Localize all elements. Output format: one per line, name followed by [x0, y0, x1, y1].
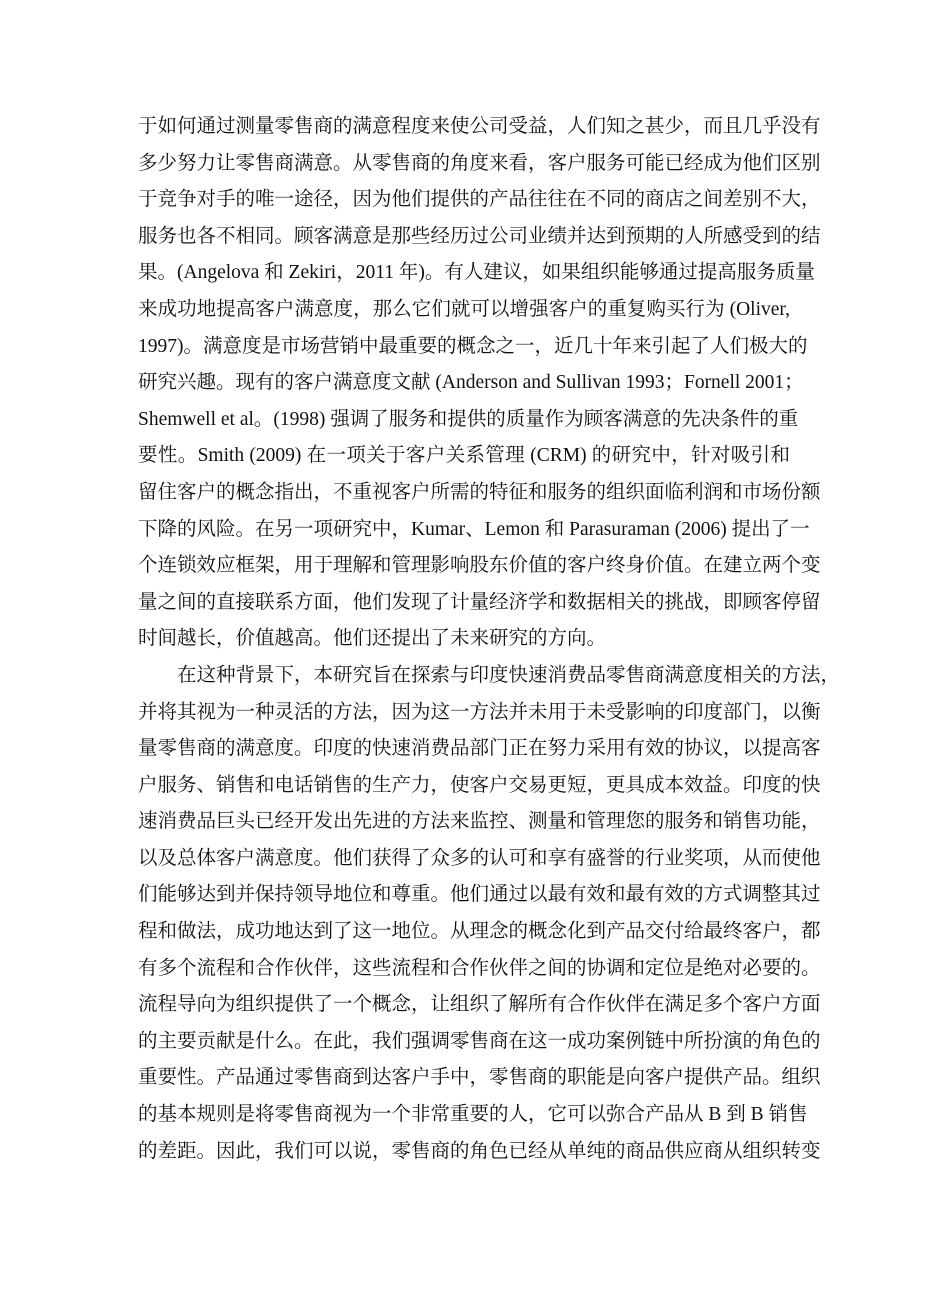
text-line: 1997)。满意度是市场营销中最重要的概念之一，近几十年来引起了人们极大的	[138, 335, 808, 357]
text-line: 留住客户的概念指出，不重视客户所需的特征和服务的组织面临利润和市场份额	[138, 481, 821, 503]
text-line: 于竞争对手的唯一途径，因为他们提供的产品往往在不同的商店之间差别不大，	[138, 189, 821, 211]
text-line: Shemwell et al。(1998) 强调了服务和提供的质量作为顾客满意的先决条件的重	[138, 408, 799, 430]
text-line: 要性。Smith (2009) 在一项关于客户关系管理 (CRM) 的研究中，针对吸引和	[138, 445, 790, 467]
paragraph	[138, 658, 841, 1170]
text-line: 下降的风险。在另一项研究中，Kumar、Lemon 和 Parasuraman (2006) 提出了一	[138, 518, 810, 540]
paragraph	[138, 109, 821, 658]
text-line: 的基本规则是将零售商视为一个非常重要的人，它可以弥合产品从 B 到 B 销售	[138, 1104, 808, 1126]
text-line: 来成功地提高客户满意度，那么它们就可以增强客户的重复购买行为 (Oliver,	[138, 298, 790, 320]
text-line: 有多个流程和合作伙伴，这些流程和合作伙伴之间的协调和定位是绝对必要的。	[138, 957, 821, 979]
text-line: 户服务、销售和电话销售的生产力，使客户交易更短，更具成本效益。印度的快	[138, 774, 821, 796]
text-line: 速消费品巨头已经开发出先进的方法来监控、测量和管理您的服务和销售功能，	[138, 811, 821, 833]
text-line: 们能够达到并保持领导地位和尊重。他们通过以最有效和最有效的方式调整其过	[138, 884, 821, 906]
text-line: 量零售商的满意度。印度的快速消费品部门正在努力采用有效的协议，以提高客	[138, 738, 821, 760]
text-line: 的主要贡献是什么。在此，我们强调零售商在这一成功案例链中所扮演的角色的	[138, 1030, 821, 1052]
text-line: 研究兴趣。现有的客户满意度文献 (Anderson and Sullivan 1993；Fornell 2001；	[138, 372, 804, 394]
text-line: 于如何通过测量零售商的满意程度来使公司受益，人们知之甚少，而且几乎没有	[138, 116, 821, 137]
text-block	[138, 109, 841, 1170]
text-line: 在这种背景下，本研究旨在探索与印度快速消费品零售商满意度相关的方法，	[177, 664, 841, 686]
text-line: 服务也各不相同。顾客满意是那些经历过公司业绩并达到预期的人所感受到的结	[138, 225, 821, 247]
text-line: 时间越长，价值越高。他们还提出了未来研究的方向。	[138, 628, 607, 650]
text-line: 量之间的直接联系方面，他们发现了计量经济学和数据相关的挑战，即顾客停留	[138, 591, 821, 613]
text-line: 个连锁效应框架，用于理解和管理影响股东价值的客户终身价值。在建立两个变	[138, 555, 821, 577]
text-line: 果。(Angelova 和 Zekiri，2011 年)。有人建议，如果组织能够通过提高服务质量	[138, 262, 815, 284]
text-line: 并将其视为一种灵活的方法，因为这一方法并未用于未受影响的印度部门，以衡	[138, 701, 821, 723]
text-line: 以及总体客户满意度。他们获得了众多的认可和享有盛誉的行业奖项，从而使他	[138, 847, 821, 869]
text-line: 重要性。产品通过零售商到达客户手中，零售商的职能是向客户提供产品。组织	[138, 1067, 821, 1089]
text-line: 的差距。因此，我们可以说，零售商的角色已经从单纯的商品供应商从组织转变	[138, 1140, 821, 1162]
text-line: 多少努力让零售商满意。从零售商的角度来看，客户服务可能已经成为他们区别	[138, 152, 821, 174]
text-line: 流程导向为组织提供了一个概念，让组织了解所有合作伙伴在满足多个客户方面	[138, 994, 821, 1016]
text-line: 程和做法，成功地达到了这一地位。从理念的概念化到产品交付给最终客户，都	[138, 921, 821, 943]
